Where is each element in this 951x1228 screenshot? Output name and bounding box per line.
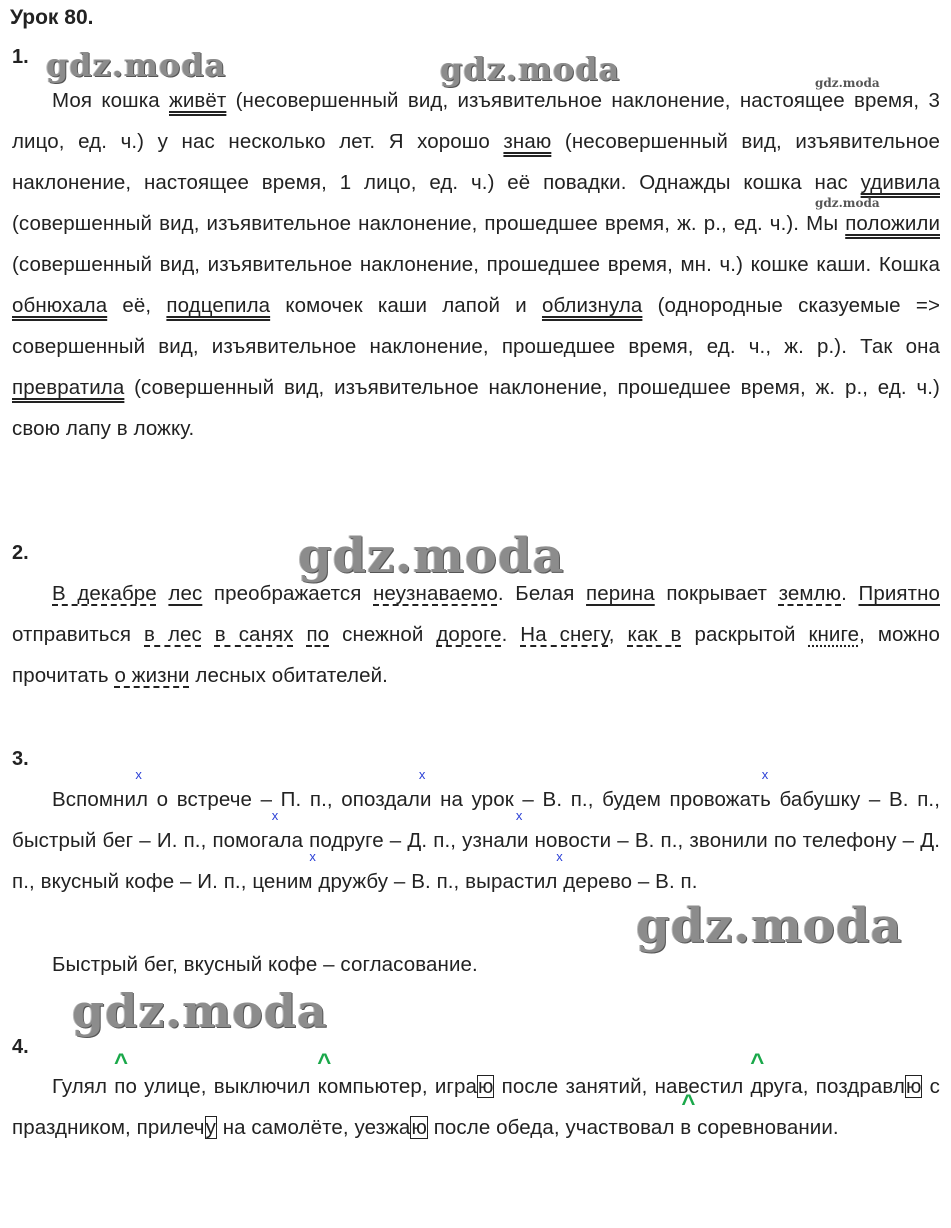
predicate-word: облизнула	[541, 294, 643, 317]
text-run: л дерево – В. п.	[545, 870, 698, 893]
ending-box: ю	[477, 1075, 494, 1098]
adverbial-phrase: На снегу	[520, 623, 609, 646]
text-run: с праздником, прилеч	[12, 1075, 940, 1139]
watermark-logo: gdz.moda	[440, 50, 621, 88]
text-run: .	[841, 582, 859, 605]
text-run: (несовершенный вид, изъявительное наклонение, настоящее время, 1 лицо, ед. ч.) её повадки. Однажды кошка нас	[12, 130, 941, 194]
text-run: снежной	[329, 623, 437, 646]
watermark-logo-small: gdz.moda	[815, 76, 880, 90]
text-run	[294, 623, 307, 646]
unstressed-vowel-mark: x о	[249, 829, 261, 852]
object-word: землю	[778, 582, 842, 605]
adverbial-word: книге	[808, 623, 860, 646]
text-run: после занятий, навести	[494, 1075, 732, 1098]
task-4-number: 4.	[12, 1036, 29, 1058]
text-run: (совершенный вид, изъявительное наклонение, прошедшее время, ж. р., ед. ч.) свою лапу в ложку.	[12, 376, 940, 440]
text-run: по улице, выключи	[107, 1075, 299, 1098]
predicate-word: Приятно	[858, 582, 940, 605]
text-run: друга, поздравл	[743, 1075, 905, 1098]
text-run: (несовершенный вид, изъявительное наклонение, настоящее время, 3 лицо, ед. ч.) у нас несколько лет. Я хорошо	[12, 89, 940, 153]
task-3-number: 3.	[12, 748, 29, 770]
watermark-logo: gdz.moda	[46, 46, 227, 84]
text-run	[202, 623, 215, 646]
text-run: ть бабушку – В. п., быстрый бег – И. п., пом	[12, 788, 940, 852]
task-1-number: 1.	[12, 46, 29, 68]
text-run: в соревновании.	[674, 1116, 839, 1139]
predicate-word: положили	[845, 212, 940, 235]
text-run: отправиться	[12, 623, 145, 646]
text-run: лесных обитателей.	[189, 664, 388, 687]
text-run: , можно прочитать	[12, 623, 941, 687]
text-run: комочек каши лапой и	[270, 294, 542, 317]
predicate-word: обнюхала	[12, 294, 108, 317]
text-run: после обеда, участвова	[427, 1116, 663, 1139]
subject-word: перина	[586, 582, 655, 605]
unstressed-vowel-mark: x а	[396, 788, 408, 811]
text-run	[157, 582, 169, 605]
text-run: на самолёте, уезжа	[216, 1116, 411, 1139]
unstressed-vowel-mark: x и	[534, 870, 546, 893]
text-run: (совершенный вид, изъявительное наклонение, прошедшее время, мн. ч.) кошке каши. Кошка	[12, 253, 940, 276]
predicate-word: удивила	[860, 171, 940, 194]
unstressed-vowel-mark: x а	[740, 788, 751, 811]
text-run: (совершенный вид, изъявительное наклонение, прошедшее время, ж. р., ед. ч.). Мы	[12, 212, 846, 235]
unstressed-vowel-mark: x а	[493, 829, 505, 852]
text-run: м дружбу – В. п., выраст	[298, 870, 534, 893]
adverbial-phrase: в лес	[144, 623, 202, 646]
text-run: её,	[107, 294, 167, 317]
text-run: гала подруге – Д. п., узн	[260, 829, 494, 852]
predicate-word: живёт	[169, 89, 227, 112]
watermark-logo: gdz.moda	[72, 984, 328, 1038]
task-3-conclusion: Быстрый бег, вкусный кофе – согласование.	[52, 953, 478, 976]
adverbial-word: дороге	[436, 623, 502, 646]
task-4-text	[12, 1066, 940, 1148]
suffix-mark: ^ л	[298, 1075, 310, 1098]
text-run: раскрытой	[681, 623, 809, 646]
lesson-title: Урок 80.	[10, 6, 94, 29]
text-run: ли на урок – В. п., будем провож	[407, 788, 740, 811]
predicate-word: знаю	[503, 130, 552, 153]
watermark-logo: gdz.moda	[636, 898, 903, 954]
predicate-word: подцепила	[166, 294, 271, 317]
subject-word: лес	[168, 582, 203, 605]
ending-box: ю	[905, 1075, 922, 1098]
preposition-word: по	[306, 623, 330, 646]
task-2-text	[12, 573, 940, 696]
text-run: преображается	[202, 582, 373, 605]
suffix-mark: ^ л	[95, 1075, 107, 1098]
watermark-logo-small: gdz.moda	[815, 196, 880, 210]
comparative-phrase: как в	[627, 623, 682, 646]
adverbial-phrase: В декабре	[52, 582, 157, 605]
task-3-text	[12, 779, 940, 902]
predicate-word: превратила	[12, 376, 125, 399]
text-run: компьютер, игра	[310, 1075, 477, 1098]
watermark-logo: gdz.moda	[298, 528, 565, 584]
text-run: ли новости – В. п., звонили по телефону – Д. п., вкусный кофе – И. п., цен	[12, 829, 940, 893]
unstressed-vowel-mark: x н	[113, 788, 124, 811]
text-run: .	[501, 623, 521, 646]
adverbial-word: неузнаваемо	[373, 582, 498, 605]
suffix-mark: ^ л	[731, 1075, 743, 1098]
text-run: Вспом	[52, 788, 114, 811]
text-run: (однородные сказуемые => совершенный вид, изъявительное наклонение, прошедшее время, ед. ч., ж. р.). Так она	[12, 294, 941, 358]
object-phrase: о жизни	[114, 664, 190, 687]
text-run: ,	[608, 623, 628, 646]
task-2-number: 2.	[12, 542, 29, 564]
ending-box: у	[205, 1116, 216, 1139]
text-run: . Белая	[497, 582, 587, 605]
suffix-mark: ^ л	[662, 1116, 674, 1139]
unstressed-vowel-mark: x и	[287, 870, 299, 893]
text-run: Моя кошка	[52, 89, 169, 112]
text-run: ил о встрече – П. п., опозд	[124, 788, 397, 811]
ending-box: ю	[411, 1116, 427, 1139]
adverbial-phrase: в санях	[214, 623, 294, 646]
text-run: покрывает	[654, 582, 779, 605]
text-run: Гуля	[52, 1075, 95, 1098]
task-1-text	[12, 80, 940, 449]
